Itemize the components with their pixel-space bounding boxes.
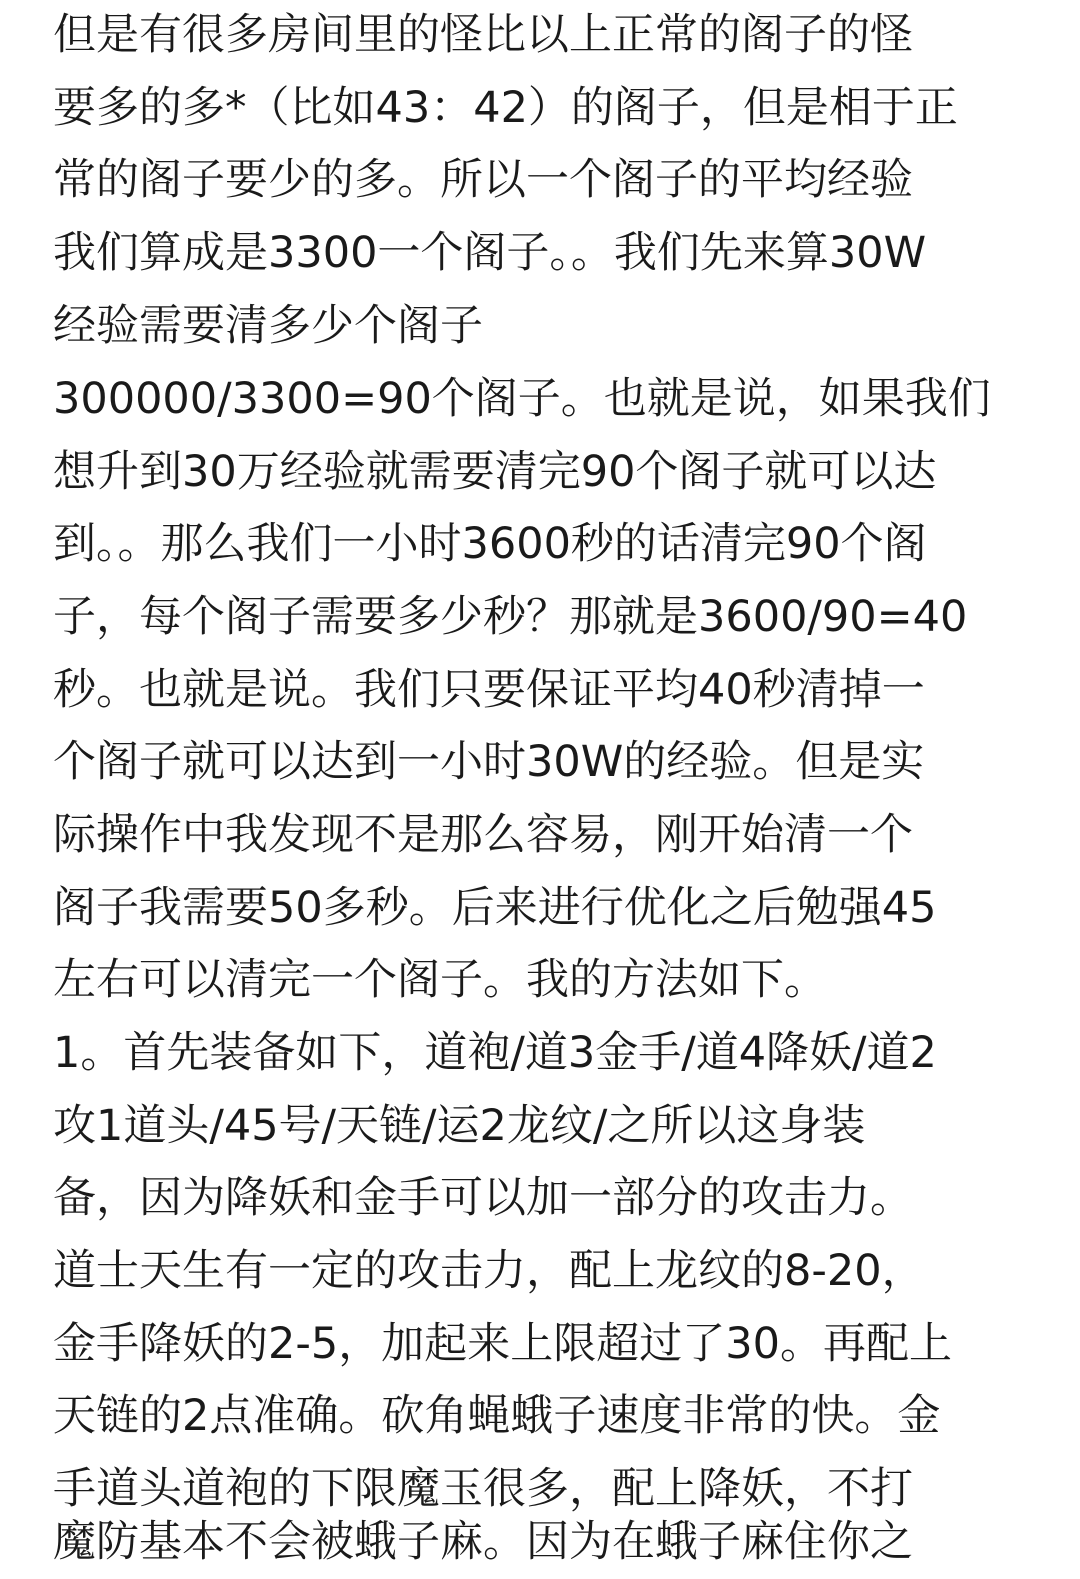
- text-line: 攻1道头/45号/天链/运2龙纹/之所以这身装: [53, 1101, 866, 1151]
- text-line: 手道头道袍的下限魔玉很多，配上降妖，不打: [53, 1464, 913, 1514]
- text-line: 备，因为降妖和金手可以加一部分的攻击力。: [53, 1173, 913, 1223]
- text-line: 际操作中我发现不是那么容易，刚开始清一个: [53, 810, 913, 860]
- text-line: 道士天生有一定的攻击力，配上龙纹的8-20，: [53, 1246, 925, 1296]
- text-line: 阁子我需要50多秒。后来进行优化之后勉强45: [53, 883, 937, 933]
- text-line: 但是有很多房间里的怪比以上正常的阁子的怪: [53, 10, 913, 60]
- text-line: 要多的多*（比如43：42）的阁子，但是相于正: [53, 83, 958, 133]
- text-line: 金手降妖的2-5，加起来上限超过了30。再配上: [53, 1319, 952, 1369]
- text-line: 魔防基本不会被蛾子麻。因为在蛾子麻住你之: [53, 1517, 913, 1567]
- text-line: 天链的2点准确。砍角蝇蛾子速度非常的快。金: [53, 1391, 941, 1441]
- text-line: 经验需要清多少个阁子: [53, 301, 483, 351]
- text-line: 300000/3300=90个阁子。也就是说，如果我们: [53, 374, 991, 424]
- text-line: 想升到30万经验就需要清完90个阁子就可以达: [53, 447, 937, 497]
- text-line: 我们算成是3300一个阁子。。我们先来算30W: [53, 228, 927, 278]
- text-line: 子，每个阁子需要多少秒？那就是3600/90=40: [53, 592, 968, 642]
- text-line: 个阁子就可以达到一小时30W的经验。但是实: [53, 737, 925, 787]
- text-line: 左右可以清完一个阁子。我的方法如下。: [53, 955, 827, 1005]
- text-line: 1。首先装备如下，道袍/道3金手/道4降妖/道2: [53, 1028, 937, 1078]
- text-line: 到。。那么我们一小时3600秒的话清完90个阁: [53, 519, 927, 569]
- text-line: 常的阁子要少的多。所以一个阁子的平均经验: [53, 155, 913, 205]
- text-line: 秒。也就是说。我们只要保证平均40秒清掉一: [53, 665, 925, 715]
